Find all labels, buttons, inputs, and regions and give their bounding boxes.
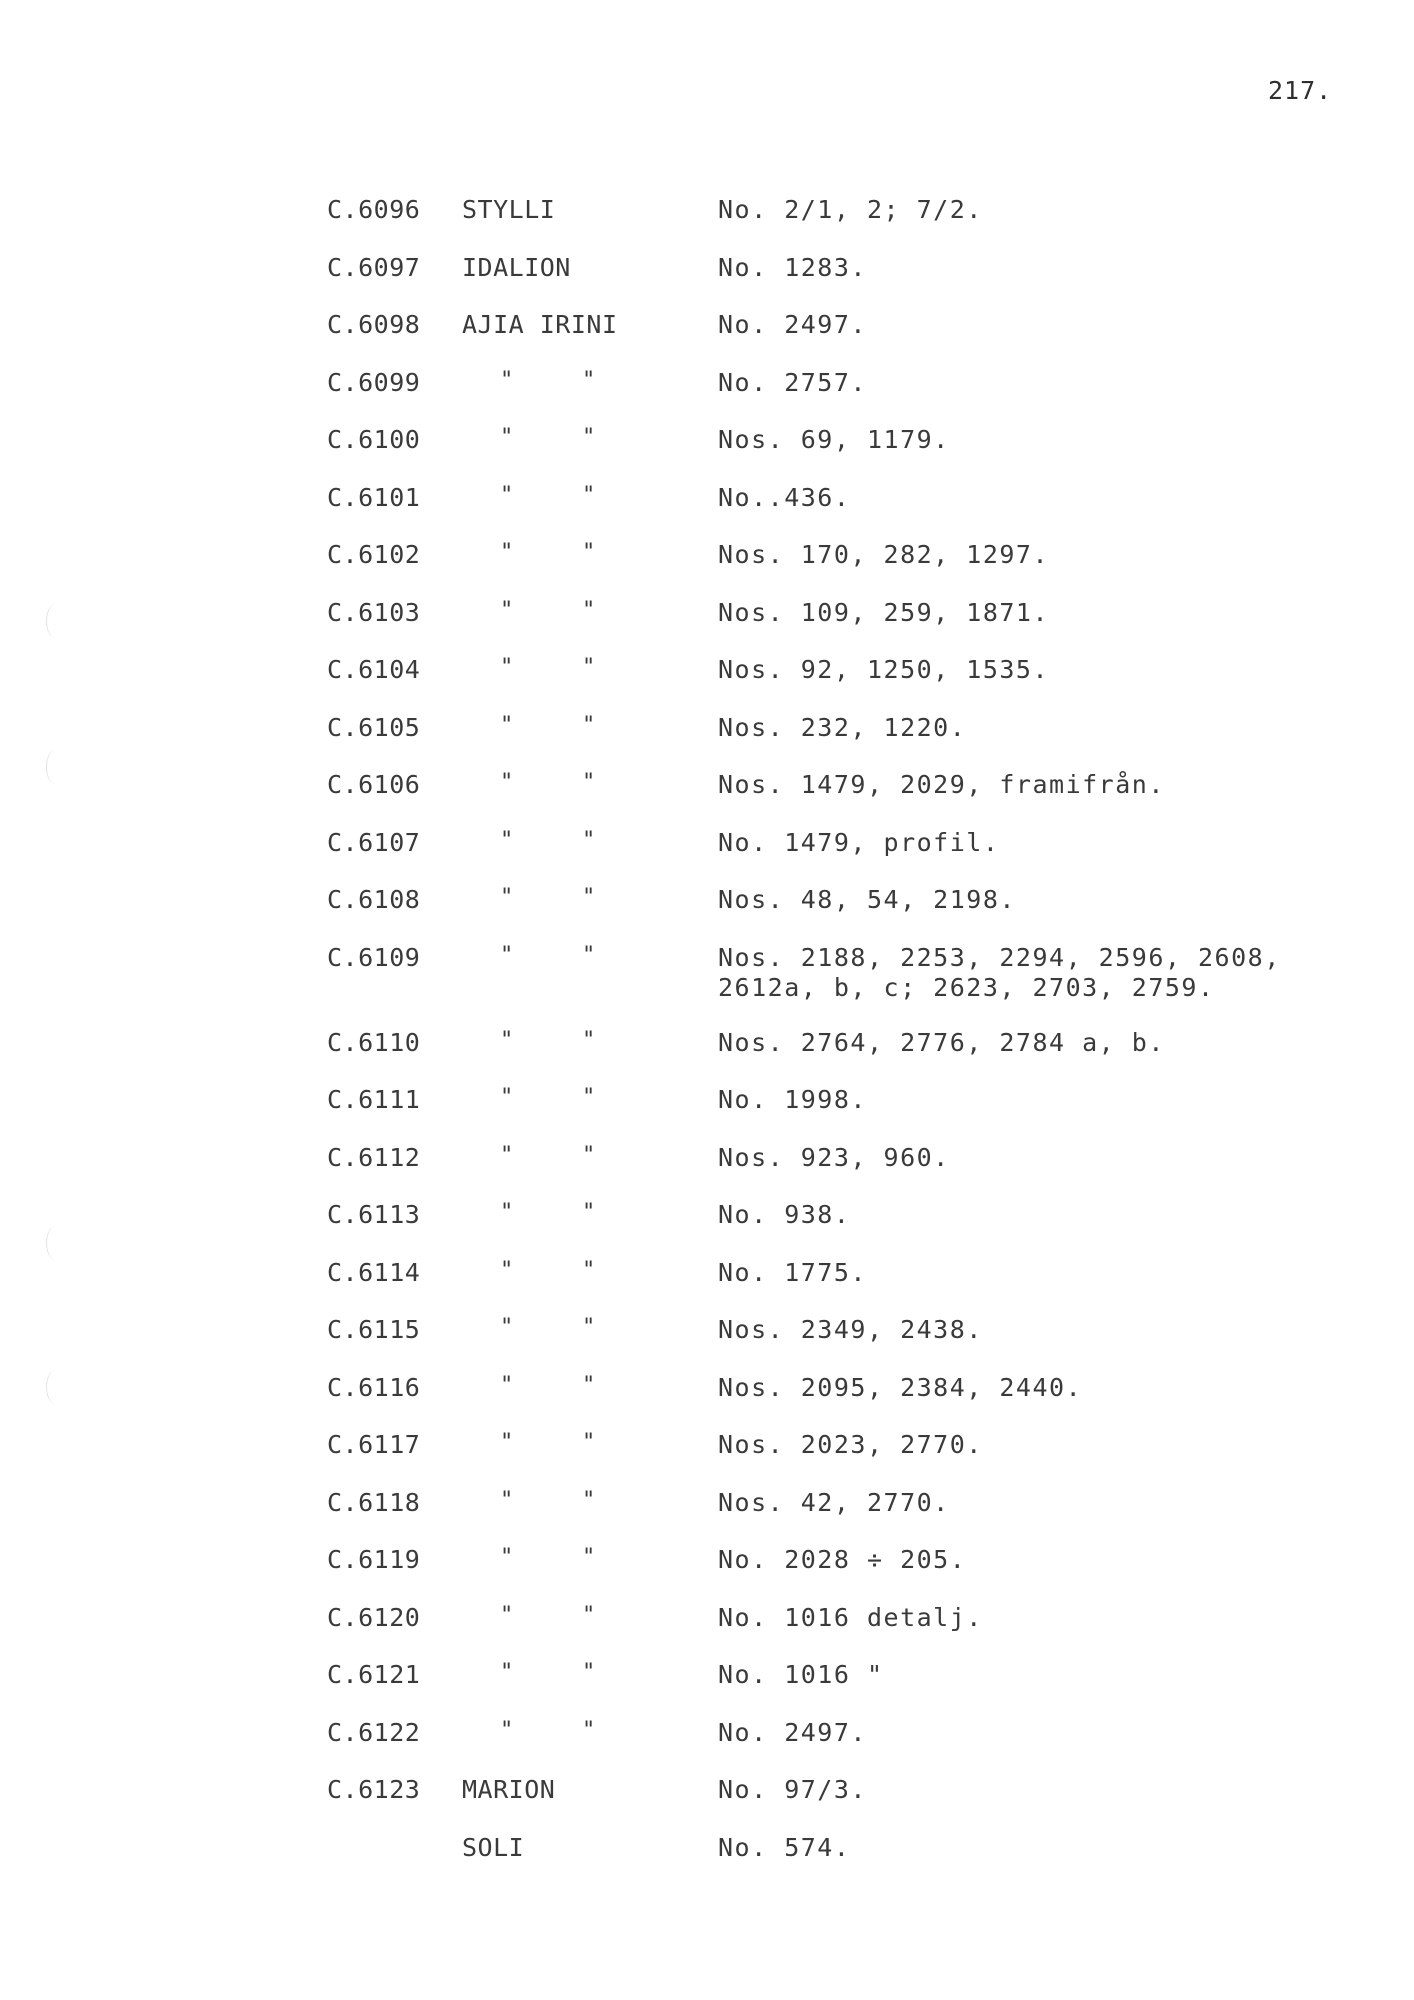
entry-site: MARION	[462, 1775, 556, 1804]
ditto-mark: "	[582, 540, 596, 565]
entry-reference: No. 1479, profil.	[718, 827, 1000, 857]
ditto-mark: "	[582, 1430, 596, 1455]
entry-reference: Nos. 2095, 2384, 2440.	[718, 1372, 1083, 1402]
entry-code: C.6097	[327, 252, 421, 282]
ditto-mark: "	[500, 1372, 514, 1398]
entry-code: C.6121	[327, 1660, 421, 1689]
entry-reference: No. 2757.	[718, 367, 867, 397]
catalogue-entry	[0, 540, 1414, 598]
catalogue-entry	[0, 425, 1414, 483]
catalogue-entry	[0, 1545, 1414, 1603]
entry-reference: No. 2028 ÷ 205.	[718, 1545, 967, 1574]
catalogue-entry	[0, 1028, 1414, 1086]
entry-reference: No. 1283.	[718, 252, 867, 282]
entry-reference: No. 1998.	[718, 1085, 867, 1114]
entry-reference: Nos. 923, 960.	[718, 1142, 950, 1172]
catalogue-entry	[0, 483, 1414, 541]
ditto-mark: "	[500, 1200, 514, 1225]
ditto-mark: "	[582, 1027, 596, 1053]
catalogue-entry	[0, 943, 1414, 1028]
catalogue-entry	[0, 1718, 1414, 1776]
catalogue-entry	[0, 1200, 1414, 1258]
entry-code: C.6101	[327, 482, 421, 512]
ditto-mark: "	[582, 1545, 596, 1570]
entry-site: IDALION	[462, 252, 571, 282]
ditto-mark: "	[500, 1027, 514, 1053]
ditto-mark: "	[582, 1717, 596, 1743]
entry-code: C.6112	[327, 1142, 421, 1172]
catalogue-entry	[0, 368, 1414, 426]
entry-reference: Nos. 48, 54, 2198.	[718, 885, 1016, 914]
page-number: 217.	[1268, 76, 1333, 105]
catalogue-entry	[0, 1143, 1414, 1201]
catalogue-entry	[0, 1775, 1414, 1833]
catalogue-entry	[0, 713, 1414, 771]
entry-reference: Nos. 232, 1220.	[718, 712, 967, 742]
ditto-mark: "	[582, 712, 596, 738]
ditto-mark: "	[582, 597, 596, 623]
entry-code: C.6114	[327, 1257, 421, 1287]
entry-reference: No. 938.	[718, 1200, 851, 1229]
ditto-mark: "	[582, 1257, 596, 1283]
entry-reference: Nos. 2023, 2770.	[718, 1430, 983, 1459]
ditto-mark: "	[582, 367, 596, 393]
entry-site: STYLLI	[462, 195, 556, 224]
ditto-mark: "	[500, 425, 514, 450]
ditto-mark: "	[500, 1717, 514, 1743]
entry-reference: No. 1016 "	[718, 1660, 884, 1689]
ditto-mark: "	[500, 942, 514, 968]
entry-code: C.6107	[327, 827, 421, 857]
catalogue-entry	[0, 598, 1414, 656]
ditto-mark: "	[582, 1315, 596, 1340]
entry-code: C.6099	[327, 367, 421, 397]
ditto-mark: "	[582, 1142, 596, 1168]
ditto-mark: "	[500, 367, 514, 393]
entry-reference: No. 2/1, 2; 7/2.	[718, 195, 983, 224]
entry-reference: Nos. 42, 2770.	[718, 1487, 950, 1517]
ditto-mark: "	[582, 770, 596, 795]
ditto-mark: "	[500, 482, 514, 508]
entry-reference: Nos. 1479, 2029, framifrån.	[718, 770, 1165, 799]
ditto-mark: "	[500, 1660, 514, 1685]
entry-code: C.6104	[327, 655, 421, 684]
entry-code: C.6113	[327, 1200, 421, 1229]
ditto-mark: "	[500, 597, 514, 623]
ditto-mark: "	[582, 942, 596, 968]
ditto-mark: "	[582, 1085, 596, 1110]
entry-code: C.6123	[327, 1775, 421, 1804]
entry-reference: No. 2497.	[718, 310, 867, 339]
entry-code: C.6115	[327, 1315, 421, 1344]
entry-reference: No. 97/3.	[718, 1775, 867, 1804]
ditto-mark: "	[582, 1602, 596, 1628]
ditto-mark: "	[582, 1200, 596, 1225]
ditto-mark: "	[582, 827, 596, 853]
entry-code: C.6111	[327, 1085, 421, 1114]
ditto-mark: "	[500, 770, 514, 795]
catalogue-entry	[0, 770, 1414, 828]
ditto-mark: "	[582, 1487, 596, 1513]
entry-code: C.6102	[327, 540, 421, 569]
ditto-mark: "	[582, 885, 596, 910]
ditto-mark: "	[582, 482, 596, 508]
entry-code: C.6105	[327, 712, 421, 742]
catalogue-entry	[0, 885, 1414, 943]
ditto-mark: "	[500, 1602, 514, 1628]
entry-reference: No. 1775.	[718, 1257, 867, 1287]
entry-reference: No. 574.	[718, 1832, 851, 1862]
catalogue-entry	[0, 1603, 1414, 1661]
catalogue-entry	[0, 253, 1414, 311]
entry-reference: Nos. 92, 1250, 1535.	[718, 655, 1050, 684]
entry-code: C.6110	[327, 1027, 421, 1057]
ditto-mark: "	[500, 1085, 514, 1110]
entry-reference: Nos. 69, 1179.	[718, 425, 950, 454]
entry-site: AJIA IRINI	[462, 310, 618, 339]
catalogue-entry	[0, 655, 1414, 713]
catalogue-entry	[0, 1833, 1414, 1891]
entry-reference: Nos. 109, 259, 1871.	[718, 597, 1050, 627]
ditto-mark: "	[500, 1315, 514, 1340]
entry-code: C.6116	[327, 1372, 421, 1402]
ditto-mark: "	[582, 1660, 596, 1685]
catalogue-entry	[0, 1258, 1414, 1316]
catalogue-entry	[0, 310, 1414, 368]
entry-reference: Nos. 170, 282, 1297.	[718, 540, 1050, 569]
catalogue-entry	[0, 195, 1414, 253]
ditto-mark: "	[500, 540, 514, 565]
ditto-mark: "	[582, 425, 596, 450]
ditto-mark: "	[500, 1142, 514, 1168]
entry-code: C.6109	[327, 942, 421, 972]
ditto-mark: "	[500, 1545, 514, 1570]
entry-code: C.6118	[327, 1487, 421, 1517]
entry-code: C.6122	[327, 1717, 421, 1747]
ditto-mark: "	[500, 885, 514, 910]
entry-code: C.6108	[327, 885, 421, 914]
catalogue-entry	[0, 1315, 1414, 1373]
entry-code: C.6120	[327, 1602, 421, 1632]
entry-code: C.6103	[327, 597, 421, 627]
entry-reference: Nos. 2188, 2253, 2294, 2596, 2608, 2612a, b, c; 2623, 2703, 2759.	[718, 942, 1281, 1002]
catalogue-list	[0, 195, 1414, 1890]
entry-reference: Nos. 2349, 2438.	[718, 1315, 983, 1344]
ditto-mark: "	[500, 1430, 514, 1455]
ditto-mark: "	[500, 827, 514, 853]
ditto-mark: "	[500, 1487, 514, 1513]
ditto-mark: "	[500, 712, 514, 738]
entry-code: C.6117	[327, 1430, 421, 1459]
entry-reference: No. 1016 detalj.	[718, 1602, 983, 1632]
entry-site: SOLI	[462, 1832, 525, 1862]
catalogue-entry	[0, 1085, 1414, 1143]
entry-code: C.6098	[327, 310, 421, 339]
catalogue-entry	[0, 1488, 1414, 1546]
entry-code: C.6106	[327, 770, 421, 799]
entry-reference: No..436.	[718, 482, 851, 512]
catalogue-entry	[0, 1373, 1414, 1431]
ditto-mark: "	[582, 655, 596, 680]
entry-code: C.6096	[327, 195, 421, 224]
ditto-mark: "	[582, 1372, 596, 1398]
catalogue-entry	[0, 1430, 1414, 1488]
ditto-mark: "	[500, 655, 514, 680]
entry-code: C.6100	[327, 425, 421, 454]
entry-reference: No. 2497.	[718, 1717, 867, 1747]
catalogue-entry	[0, 828, 1414, 886]
ditto-mark: "	[500, 1257, 514, 1283]
entry-reference: Nos. 2764, 2776, 2784 a, b.	[718, 1027, 1165, 1057]
entry-code: C.6119	[327, 1545, 421, 1574]
catalogue-entry	[0, 1660, 1414, 1718]
